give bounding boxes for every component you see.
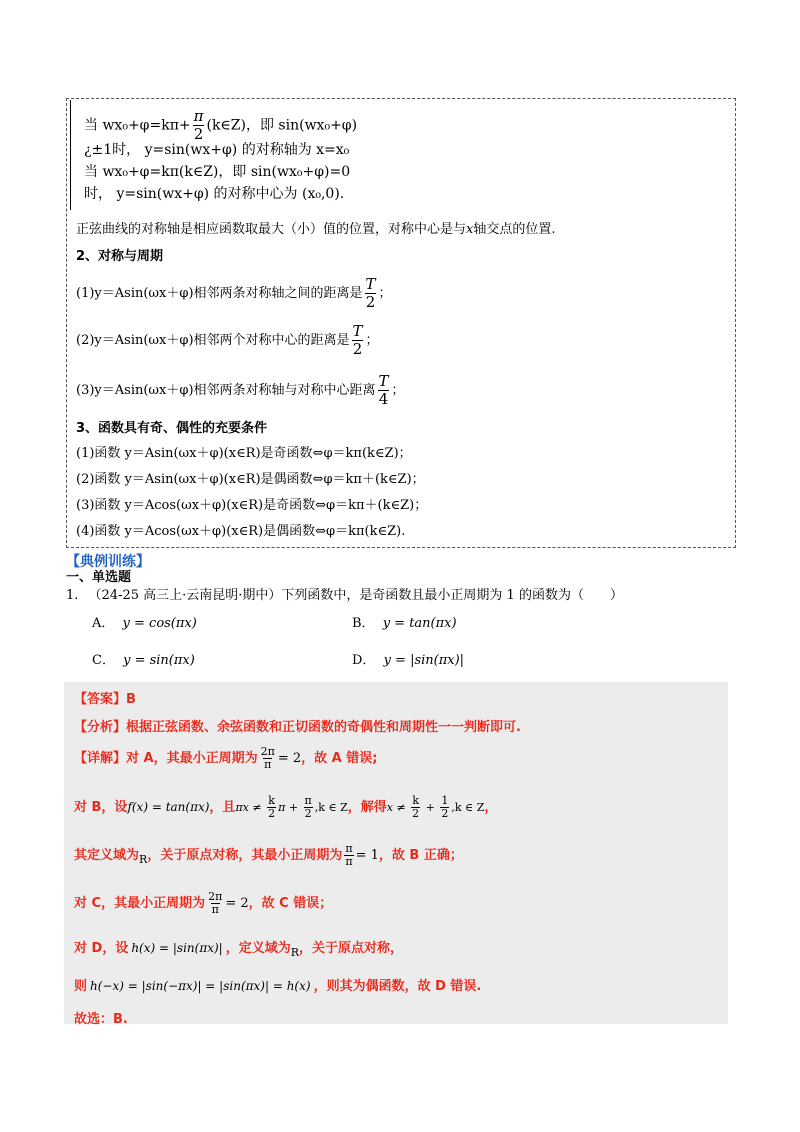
question-stem [66, 587, 623, 605]
b-tail-1: ,k ∈ Z [314, 801, 348, 814]
two-pi-over-pi-c [207, 891, 223, 916]
answer-label: 【答案】 [74, 692, 127, 707]
frac-den: 2 [193, 125, 204, 143]
detail-b-line-1 [74, 795, 497, 820]
frac-den: π [211, 903, 219, 916]
frac-num: T [352, 322, 363, 340]
b2-text-2: ，关于原点对称，其最小正周期为 [147, 848, 343, 863]
b-comma: ， [484, 800, 498, 815]
b-text-3: ，解得 [347, 800, 387, 815]
t-over-2-fraction [352, 323, 364, 358]
p3-text: (3)y＝Asin(ωx＋φ)相邻两条对称轴与对称中心距离 [76, 383, 376, 398]
p2-text: (2)y＝Asin(ωx＋φ)相邻两个对称中心的距离是 [76, 333, 350, 348]
box-line-3: 当 wx₀+φ=kπ(k∈Z)，即 sin(wx₀+φ)=0 [84, 164, 351, 180]
frac-den: 2 [441, 807, 449, 820]
option-b[interactable] [352, 615, 457, 633]
two-pi-over-pi [260, 746, 276, 771]
detail-b-line-2 [74, 843, 463, 868]
period-line-3 [76, 373, 405, 408]
box-line-2: ¿±1时， y=sin(wx+φ) 的对称轴为 x=x₀ [84, 142, 350, 158]
box-line-1-text: 当 wx₀+φ=kπ+ [84, 117, 191, 134]
d2-text-2: ，则其为偶函数，故 D 错误. [313, 979, 482, 994]
b-pi-plus: π + [278, 801, 302, 814]
frac-num: 1 [441, 794, 449, 807]
set-r: R [139, 853, 148, 866]
c-text: 对 C，其最小正周期为 [74, 896, 206, 911]
detail-a-text: 对 A，其最小正周期为 [126, 751, 258, 766]
period-line-2 [76, 323, 379, 358]
analysis-text: 根据正弦函数、余弦函数和正切函数的奇偶性和周期性一一判断即可. [126, 720, 521, 735]
part-title: 一、单选题 [66, 570, 132, 585]
question-text: （24-25 高三上·云南昆明·期中）下列函数中，是奇函数且最小正周期为 1 的函数为（ ） [88, 588, 623, 603]
b-text-1: 对 B，设 [74, 800, 128, 815]
pi-over-2 [304, 795, 313, 820]
box-line-1 [84, 108, 357, 143]
b-tail-2: ,k ∈ Z [451, 801, 485, 814]
heading-symmetry-period: 2、对称与周期 [76, 249, 164, 264]
period-line-1 [76, 276, 392, 311]
pi-over-pi [344, 843, 353, 868]
final-answer: 故选：B. [74, 1012, 128, 1027]
d-text-1: 对 D，设 [74, 941, 129, 956]
p3-tail: ； [391, 383, 405, 398]
frac-num: 2π [208, 890, 223, 903]
option-letter: B． [352, 616, 375, 631]
left-brace [70, 100, 79, 210]
frac-num: k [412, 794, 419, 807]
question-number: 1. [66, 588, 79, 603]
frac-den: 2 [304, 807, 312, 820]
t-over-2-fraction [365, 276, 377, 311]
frac-num: π [304, 794, 312, 807]
parity-line-3: (3)函数 y＝Acos(ωx＋φ)(x∈R)是奇函数⇔φ＝kπ＋(k∈Z)； [76, 498, 428, 513]
d-expr-1: h(x) = |sin(πx)| [131, 941, 223, 955]
b-text-2: ，且 [209, 800, 236, 815]
k-over-2-b [411, 795, 420, 820]
p1-text: (1)y＝Asin(ωx＋φ)相邻两条对称轴之间的距离是 [76, 286, 363, 301]
equals-two: = 2 [277, 751, 302, 766]
heading-parity: 3、函数具有奇、偶性的充要条件 [76, 421, 268, 436]
frac-num: π [345, 842, 353, 855]
set-r-d: R [290, 946, 300, 959]
frac-den: 2 [268, 807, 276, 820]
d2-text-1: 则 [74, 979, 88, 994]
option-letter: D． [352, 653, 376, 668]
frac-num: 2π [260, 745, 275, 758]
b-expr-3: x ≠ [386, 801, 410, 814]
b2-text-3: ，故 B 正确； [378, 848, 463, 863]
one-over-2 [440, 795, 449, 820]
option-a[interactable] [92, 615, 197, 633]
parity-line-1: (1)函数 y＝Asin(ωx＋φ)(x∈R)是奇函数⇔φ＝kπ(k∈Z)； [76, 446, 412, 461]
detail-a-line [74, 746, 377, 771]
option-expr: y = |sin(πx)| [383, 653, 465, 668]
t-over-4-fraction [378, 373, 390, 408]
d-expr-2: h(−x) = |sin(−πx)| = |sin(πx)| = h(x) [90, 979, 311, 993]
pi-over-2-fraction [193, 108, 205, 143]
frac-den: 2 [352, 340, 363, 358]
frac-den: π [264, 758, 272, 771]
box-note [76, 221, 556, 239]
equals-one: = 1 [355, 848, 379, 863]
detail-a-tail: ，故 A 错误; [301, 751, 378, 766]
p2-tail: ； [365, 333, 379, 348]
option-letter: A． [92, 616, 115, 631]
b-expr-1: f(x) = tan(πx) [127, 800, 210, 814]
frac-num: k [268, 794, 275, 807]
frac-num: T [378, 372, 389, 390]
option-expr: y = cos(πx) [122, 616, 197, 631]
b2-text-1: 其定义域为 [74, 848, 140, 863]
detail-label: 【详解】 [74, 751, 127, 766]
b-expr-2: πx ≠ [235, 801, 266, 814]
p1-tail: ； [378, 286, 392, 301]
frac-den: 4 [378, 390, 389, 408]
option-c[interactable] [92, 652, 195, 670]
equals-two-c: = 2 [225, 896, 249, 911]
d-text-2: ，定义域为 [225, 941, 291, 956]
note-text: 正弦曲线的对称轴是相应函数取最大（小）值的位置，对称中心是与 [76, 222, 467, 237]
box-line-1-tail: (k∈Z)，即 sin(wx₀+φ) [206, 117, 358, 134]
frac-num: π [193, 107, 204, 125]
option-expr: y = sin(πx) [123, 653, 195, 668]
detail-c-line [74, 891, 332, 916]
analysis-label: 【分析】 [74, 720, 127, 735]
analysis-line [74, 716, 521, 735]
k-over-2 [267, 795, 276, 820]
detail-d-line-2 [74, 975, 481, 994]
note-x: x [466, 222, 474, 237]
note-tail: 轴交点的位置. [473, 222, 556, 237]
c-tail: ，故 C 错误； [248, 896, 333, 911]
frac-den: 2 [365, 293, 376, 311]
frac-den: 2 [412, 807, 420, 820]
parity-line-2: (2)函数 y＝Asin(ωx＋φ)(x∈R)是偶函数⇔φ＝kπ＋(k∈Z)； [76, 472, 425, 487]
answer-line [74, 688, 136, 707]
d-text-3: ，关于原点对称， [299, 941, 404, 956]
option-d[interactable] [352, 652, 464, 670]
detail-d-line-1 [74, 937, 403, 959]
answer-value: B [126, 692, 136, 707]
parity-line-4: (4)函数 y＝Acos(ωx＋φ)(x∈R)是偶函数⇔φ＝kπ(k∈Z). [76, 524, 406, 539]
section-label: 【典例训练】 [66, 554, 150, 570]
frac-num: T [365, 275, 376, 293]
frac-den: π [345, 855, 353, 868]
box-line-4: 时， y=sin(wx+φ) 的对称中心为 (x₀,0). [84, 186, 345, 202]
option-letter: C． [92, 653, 115, 668]
option-expr: y = tan(πx) [382, 616, 457, 631]
b-plus: + [422, 801, 439, 814]
